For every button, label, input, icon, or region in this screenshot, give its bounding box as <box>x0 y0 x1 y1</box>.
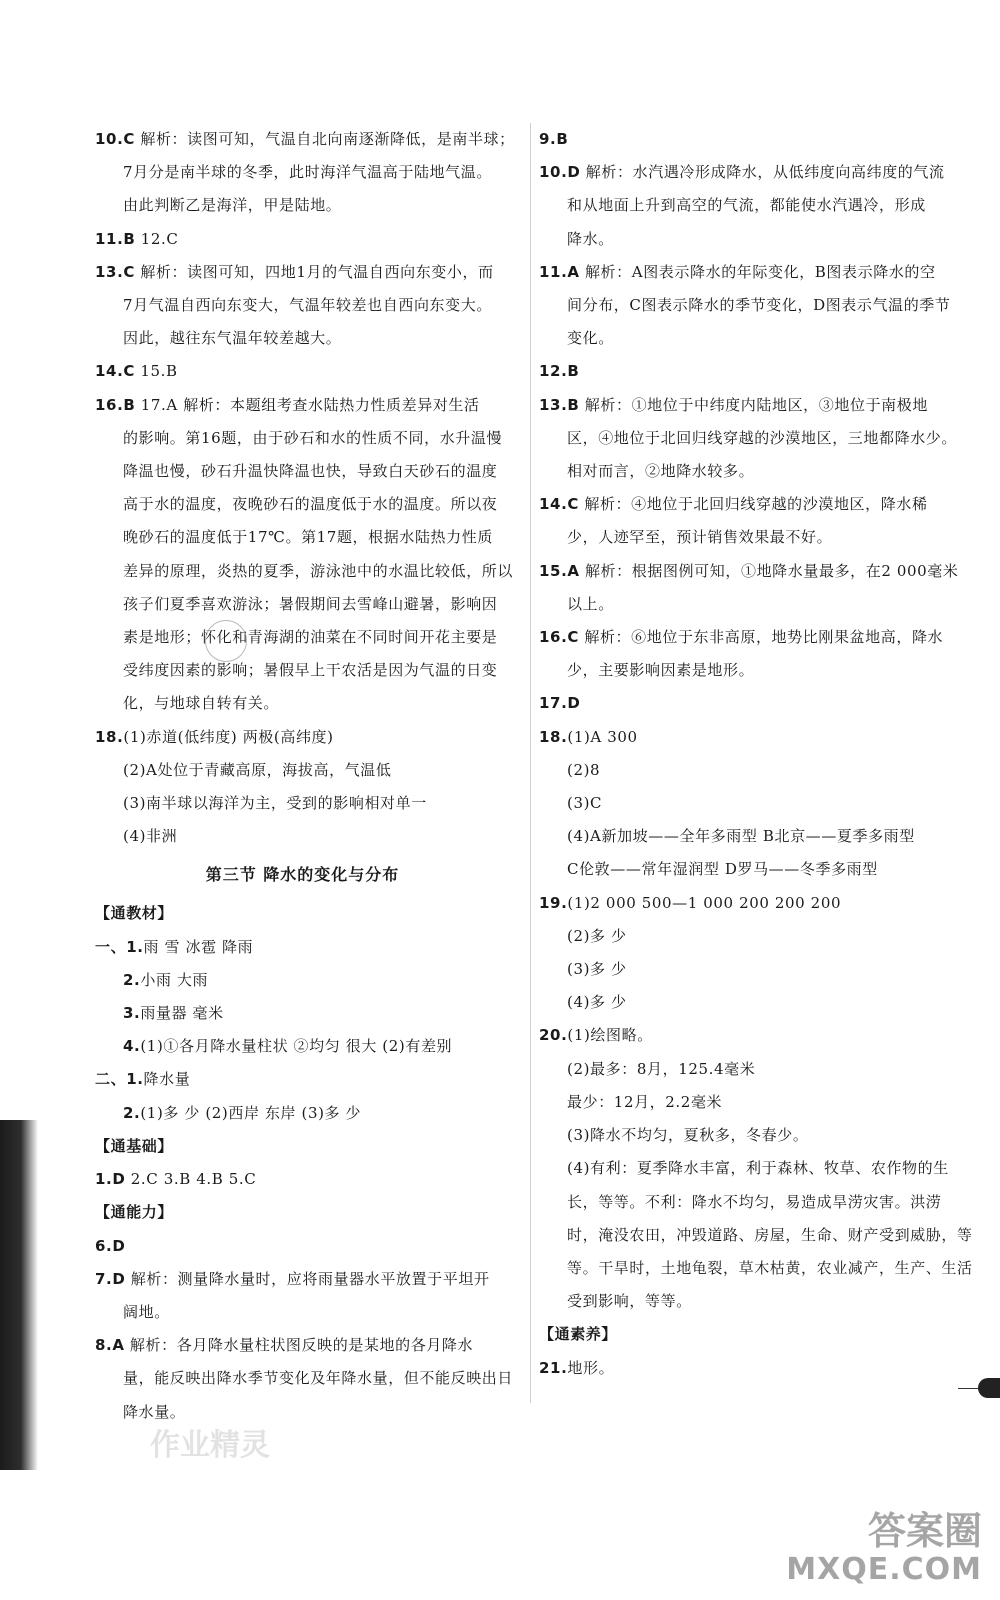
answer-text: 受纬度因素的影响；暑假早上干农活是因为气温的日变 <box>123 661 498 680</box>
answer-text: (1)A 300 <box>567 727 638 746</box>
answer-line <box>539 1186 950 1219</box>
answer-line <box>539 1352 950 1385</box>
answer-line <box>539 521 950 554</box>
answer-line <box>539 787 950 820</box>
answer-number: 11.A <box>539 262 580 281</box>
answer-line <box>539 123 950 156</box>
answer-text: 高于水的温度，夜晚砂石的温度低于水的温度。所以夜 <box>123 495 498 514</box>
answer-text: 化，与地球自转有关。 <box>123 694 280 713</box>
answer-line <box>539 1318 950 1351</box>
answer-line <box>95 289 510 322</box>
answer-line <box>539 654 950 687</box>
page-edge-shadow <box>0 1120 38 1470</box>
answer-line <box>539 721 950 754</box>
answer-line <box>95 156 510 189</box>
answer-line <box>539 189 950 222</box>
answer-line <box>539 887 950 920</box>
watermark-logo: 答案圈 <box>867 1509 982 1553</box>
answer-number: 8.A <box>95 1336 125 1355</box>
answer-text: 以上。 <box>567 594 614 613</box>
answer-text: (2)8 <box>567 760 601 779</box>
answer-number: 【通教材】 <box>95 904 174 923</box>
answer-line <box>539 322 950 355</box>
answer-text: (1)①各月降水量柱状 ②均匀 很大 (2)有差别 <box>140 1037 453 1056</box>
answer-line <box>95 721 510 754</box>
answer-text: 解析：测量降水量时，应将雨量器水平放置于平坦开 <box>125 1269 490 1288</box>
answer-line <box>95 621 510 654</box>
answer-line <box>95 422 510 455</box>
answer-line <box>95 964 510 997</box>
answer-text: (3)C <box>567 794 603 813</box>
answer-number: 19. <box>539 893 568 912</box>
answer-text: 差异的原理，炎热的夏季，游泳池中的水温比较低，所以 <box>123 561 514 580</box>
answer-text: (2)A处位于青藏高原，海拔高，气温低 <box>123 760 392 779</box>
answer-line <box>539 256 950 289</box>
answer-line <box>539 853 950 886</box>
answer-line <box>539 820 950 853</box>
answer-line <box>539 422 958 455</box>
left-answers-part1 <box>95 123 515 853</box>
answer-number: 6.D <box>95 1236 126 1255</box>
answer-line <box>539 1086 950 1119</box>
answer-line <box>95 1196 510 1229</box>
answer-text: 7月气温自西向东变大，气温年较差也自西向东变大。 <box>123 296 492 315</box>
answer-line <box>95 997 510 1030</box>
answer-text: (2)多 少 <box>567 926 627 945</box>
answer-line <box>539 588 950 621</box>
answer-text: (3)多 少 <box>567 960 627 979</box>
answer-line <box>539 1019 950 1052</box>
answer-text: 和从地面上升到高空的气流，都能使水汽遇冷，形成 <box>567 196 926 215</box>
answer-line <box>539 389 950 422</box>
answer-text: (4)有利：夏季降水丰富，利于森林、牧草、农作物的生 <box>567 1159 949 1178</box>
page-number-tab <box>978 1378 1000 1398</box>
answer-text: 降水量。 <box>123 1402 186 1421</box>
answer-line <box>539 289 950 322</box>
answer-number: 16.B <box>95 395 136 414</box>
answer-text: C伦敦——常年湿润型 D罗马——冬季多雨型 <box>567 860 878 879</box>
right-column <box>530 123 973 1403</box>
answer-line <box>95 322 510 355</box>
answer-text: (1)2 000 500—1 000 200 200 200 <box>567 893 842 912</box>
answer-number: 13.B <box>539 395 580 414</box>
answer-text: 素是地形；怀化和青海湖的油菜在不同时间开花主要是 <box>123 628 498 647</box>
answer-text: 2.C 3.B 4.B 5.C <box>125 1170 257 1189</box>
answer-number: 4. <box>123 1037 141 1056</box>
answer-line <box>95 1296 510 1329</box>
answer-line <box>95 123 515 156</box>
answer-text: 因此，越往东气温年较差越大。 <box>123 329 342 348</box>
answer-line <box>539 687 950 720</box>
answer-line <box>95 1263 510 1296</box>
answer-number: 2. <box>123 970 141 989</box>
answer-text: 的影响。第16题，由于砂石和水的性质不同，水升温慢 <box>123 428 503 447</box>
answer-text: (3)南半球以海洋为主，受到的影响相对单一 <box>123 794 427 813</box>
answer-text: 雨量器 毫米 <box>140 1004 224 1023</box>
answer-line <box>95 1329 510 1362</box>
answer-number: 10.C <box>95 130 135 148</box>
answer-number: 11.B <box>95 229 136 248</box>
answer-line <box>95 687 510 720</box>
answer-line <box>95 654 510 687</box>
answer-text: 量，能反映出降水季节变化及年降水量，但不能反映出日 <box>123 1369 514 1388</box>
answer-text: 解析：①地位于中纬度内陆地区，③地位于南极地 <box>579 395 928 414</box>
answer-line <box>539 986 950 1019</box>
answer-text: 降水。 <box>567 229 614 248</box>
answer-number: 一、1. <box>95 937 144 956</box>
answer-text: 小雨 大雨 <box>140 970 209 989</box>
answer-line <box>539 355 950 388</box>
answer-text: (1)多 少 (2)西岸 东岸 (3)多 少 <box>140 1103 362 1122</box>
answer-text: (4)多 少 <box>567 993 627 1012</box>
left-answers-part2 <box>95 897 514 1428</box>
answer-line <box>95 588 510 621</box>
answer-line <box>539 754 950 787</box>
answer-text: (3)降水不均匀，夏秋多，冬春少。 <box>567 1126 809 1145</box>
answer-text: 地形。 <box>567 1358 615 1377</box>
answer-line <box>539 223 950 256</box>
answer-text: 降温也慢，砂石升温快降温也快，导致白天砂石的温度 <box>123 462 498 481</box>
answer-text: 解析：读图可知，四地1月的气温自西向东变小，而 <box>134 262 494 281</box>
answer-line <box>95 223 510 256</box>
answer-text: 15.B <box>134 362 178 381</box>
answer-number: 2. <box>123 1103 141 1122</box>
answer-line <box>95 1097 510 1130</box>
answer-number: 20. <box>539 1026 568 1045</box>
answer-text: 区，④地位于北回归线穿越的沙漠地区，三地都降水少。 <box>567 428 958 447</box>
answer-text: 少，主要影响因素是地形。 <box>567 661 755 680</box>
answer-line <box>539 1252 973 1285</box>
answer-line <box>95 355 510 388</box>
answer-text: 解析：A图表示降水的年际变化，B图表示降水的空 <box>579 262 936 281</box>
answer-number: 18. <box>539 727 568 746</box>
answer-number: 21. <box>539 1358 568 1377</box>
answer-number: 7.D <box>95 1269 126 1288</box>
answer-text: (4)A新加坡——全年多雨型 B北京——夏季多雨型 <box>567 827 915 846</box>
page-number-line <box>958 1388 978 1389</box>
answer-number: 17.D <box>539 694 581 713</box>
answer-number: 12.B <box>539 362 580 381</box>
answer-text: 受到影响，等等。 <box>567 1292 692 1311</box>
answer-text: (4)非洲 <box>123 827 178 846</box>
answer-text: 长，等等。不利：降水不均匀，易造成旱涝灾害。洪涝 <box>567 1192 942 1211</box>
answer-line <box>539 1152 950 1185</box>
answer-text: 解析：⑥地位于东非高原，地势比刚果盆地高，降水 <box>578 628 944 647</box>
answer-text: 等。干旱时，土地龟裂，草木枯黄，农业减产，生产、生活 <box>567 1258 973 1277</box>
answer-text: 间分布，C图表示降水的季节变化，D图表示气温的季节 <box>567 296 951 315</box>
answer-line <box>95 754 510 787</box>
answer-text: 降水量 <box>143 1070 191 1089</box>
answer-number: 16.C <box>539 628 579 647</box>
answer-text: (2)最多：8月，125.4毫米 <box>567 1059 756 1078</box>
answer-number: 【通基础】 <box>95 1136 174 1155</box>
answer-line <box>539 555 959 588</box>
answer-number: 9.B <box>539 130 569 148</box>
answer-number: 10.D <box>539 163 581 182</box>
answer-line <box>95 521 510 554</box>
answer-text: 阔地。 <box>123 1302 170 1321</box>
answer-number: 13.C <box>95 262 135 281</box>
stamp-seal <box>205 620 247 662</box>
watermark-mid: 作业精灵 <box>150 1428 270 1463</box>
answer-line <box>95 1030 510 1063</box>
answer-number: 【通能力】 <box>95 1203 174 1222</box>
answer-line <box>95 1063 510 1096</box>
answer-line <box>539 953 950 986</box>
answer-text: 解析：根据图例可知，①地降水量最多，在2 000毫米 <box>579 561 959 580</box>
answer-text: (1)绘图略。 <box>567 1026 653 1045</box>
answer-line <box>95 1230 510 1263</box>
answer-line <box>539 1119 950 1152</box>
answer-line <box>95 189 510 222</box>
answer-line <box>95 1163 510 1196</box>
answer-text: 少，人迹罕至，预计销售效果最不好。 <box>567 528 833 547</box>
answer-text: 晚砂石的温度低于17℃。第17题，根据水陆热力性质 <box>123 528 493 547</box>
answer-text: 17.A 解析：本题组考查水陆热力性质差异对生活 <box>135 395 480 414</box>
watermark-url: MXQE.COM <box>786 1552 982 1587</box>
answer-text: 12.C <box>135 229 179 248</box>
answer-text: 雨 雪 冰雹 降雨 <box>143 937 254 956</box>
answer-text: 相对而言，②地降水较多。 <box>567 462 755 481</box>
answer-text: 变化。 <box>567 329 614 348</box>
answer-line <box>539 156 950 189</box>
answer-line <box>95 897 510 930</box>
answer-text: 解析：水汽遇冷形成降水，从低纬度向高纬度的气流 <box>580 163 945 182</box>
answer-line <box>539 488 950 521</box>
answer-line <box>95 555 514 588</box>
answer-line <box>539 455 950 488</box>
answer-line <box>95 256 510 289</box>
answer-number: 【通素养】 <box>539 1325 618 1344</box>
answer-number: 14.C <box>95 362 135 381</box>
section-title: 第三节 降水的变化与分布 <box>205 865 400 885</box>
answer-text: 解析：各月降水量柱状图反映的是某地的各月降水 <box>124 1336 474 1355</box>
answer-text: 时，淹没农田，冲毁道路、房屋，生命、财产受到威胁，等 <box>567 1225 973 1244</box>
answer-number: 14.C <box>539 495 579 514</box>
answer-line <box>95 931 510 964</box>
answer-text: 7月分是南半球的冬季，此时海洋气温高于陆地气温。 <box>123 163 492 182</box>
answer-line <box>539 1285 950 1318</box>
answer-number: 二、1. <box>95 1070 144 1089</box>
answer-line <box>95 455 510 488</box>
answer-line <box>539 1053 950 1086</box>
answer-line <box>95 820 510 853</box>
answer-text: 最少：12月，2.2毫米 <box>567 1092 723 1111</box>
answer-line <box>539 920 950 953</box>
answer-text: 解析：④地位于北回归线穿越的沙漠地区，降水稀 <box>578 495 928 514</box>
answer-line <box>95 1130 510 1163</box>
answer-line <box>95 787 510 820</box>
answer-text: 孩子们夏季喜欢游泳；暑假期间去雪峰山避暑，影响因 <box>123 594 498 613</box>
answer-line <box>539 1219 973 1252</box>
answer-line <box>95 488 510 521</box>
answer-number: 3. <box>123 1004 141 1023</box>
answer-line <box>539 621 950 654</box>
answer-line <box>95 389 510 422</box>
answer-text: 由此判断乙是海洋，甲是陆地。 <box>123 196 342 215</box>
left-column <box>95 123 515 1429</box>
answer-text: 解析：读图可知，气温自北向南逐渐降低，是南半球； <box>134 130 515 148</box>
answer-number: 15.A <box>539 561 580 580</box>
right-answers <box>539 123 973 1385</box>
answer-number: 1.D <box>95 1170 126 1189</box>
answer-text: (1)赤道(低纬度) 两极(高纬度) <box>123 727 334 746</box>
answer-line <box>95 1362 514 1395</box>
answer-number: 18. <box>95 727 124 746</box>
